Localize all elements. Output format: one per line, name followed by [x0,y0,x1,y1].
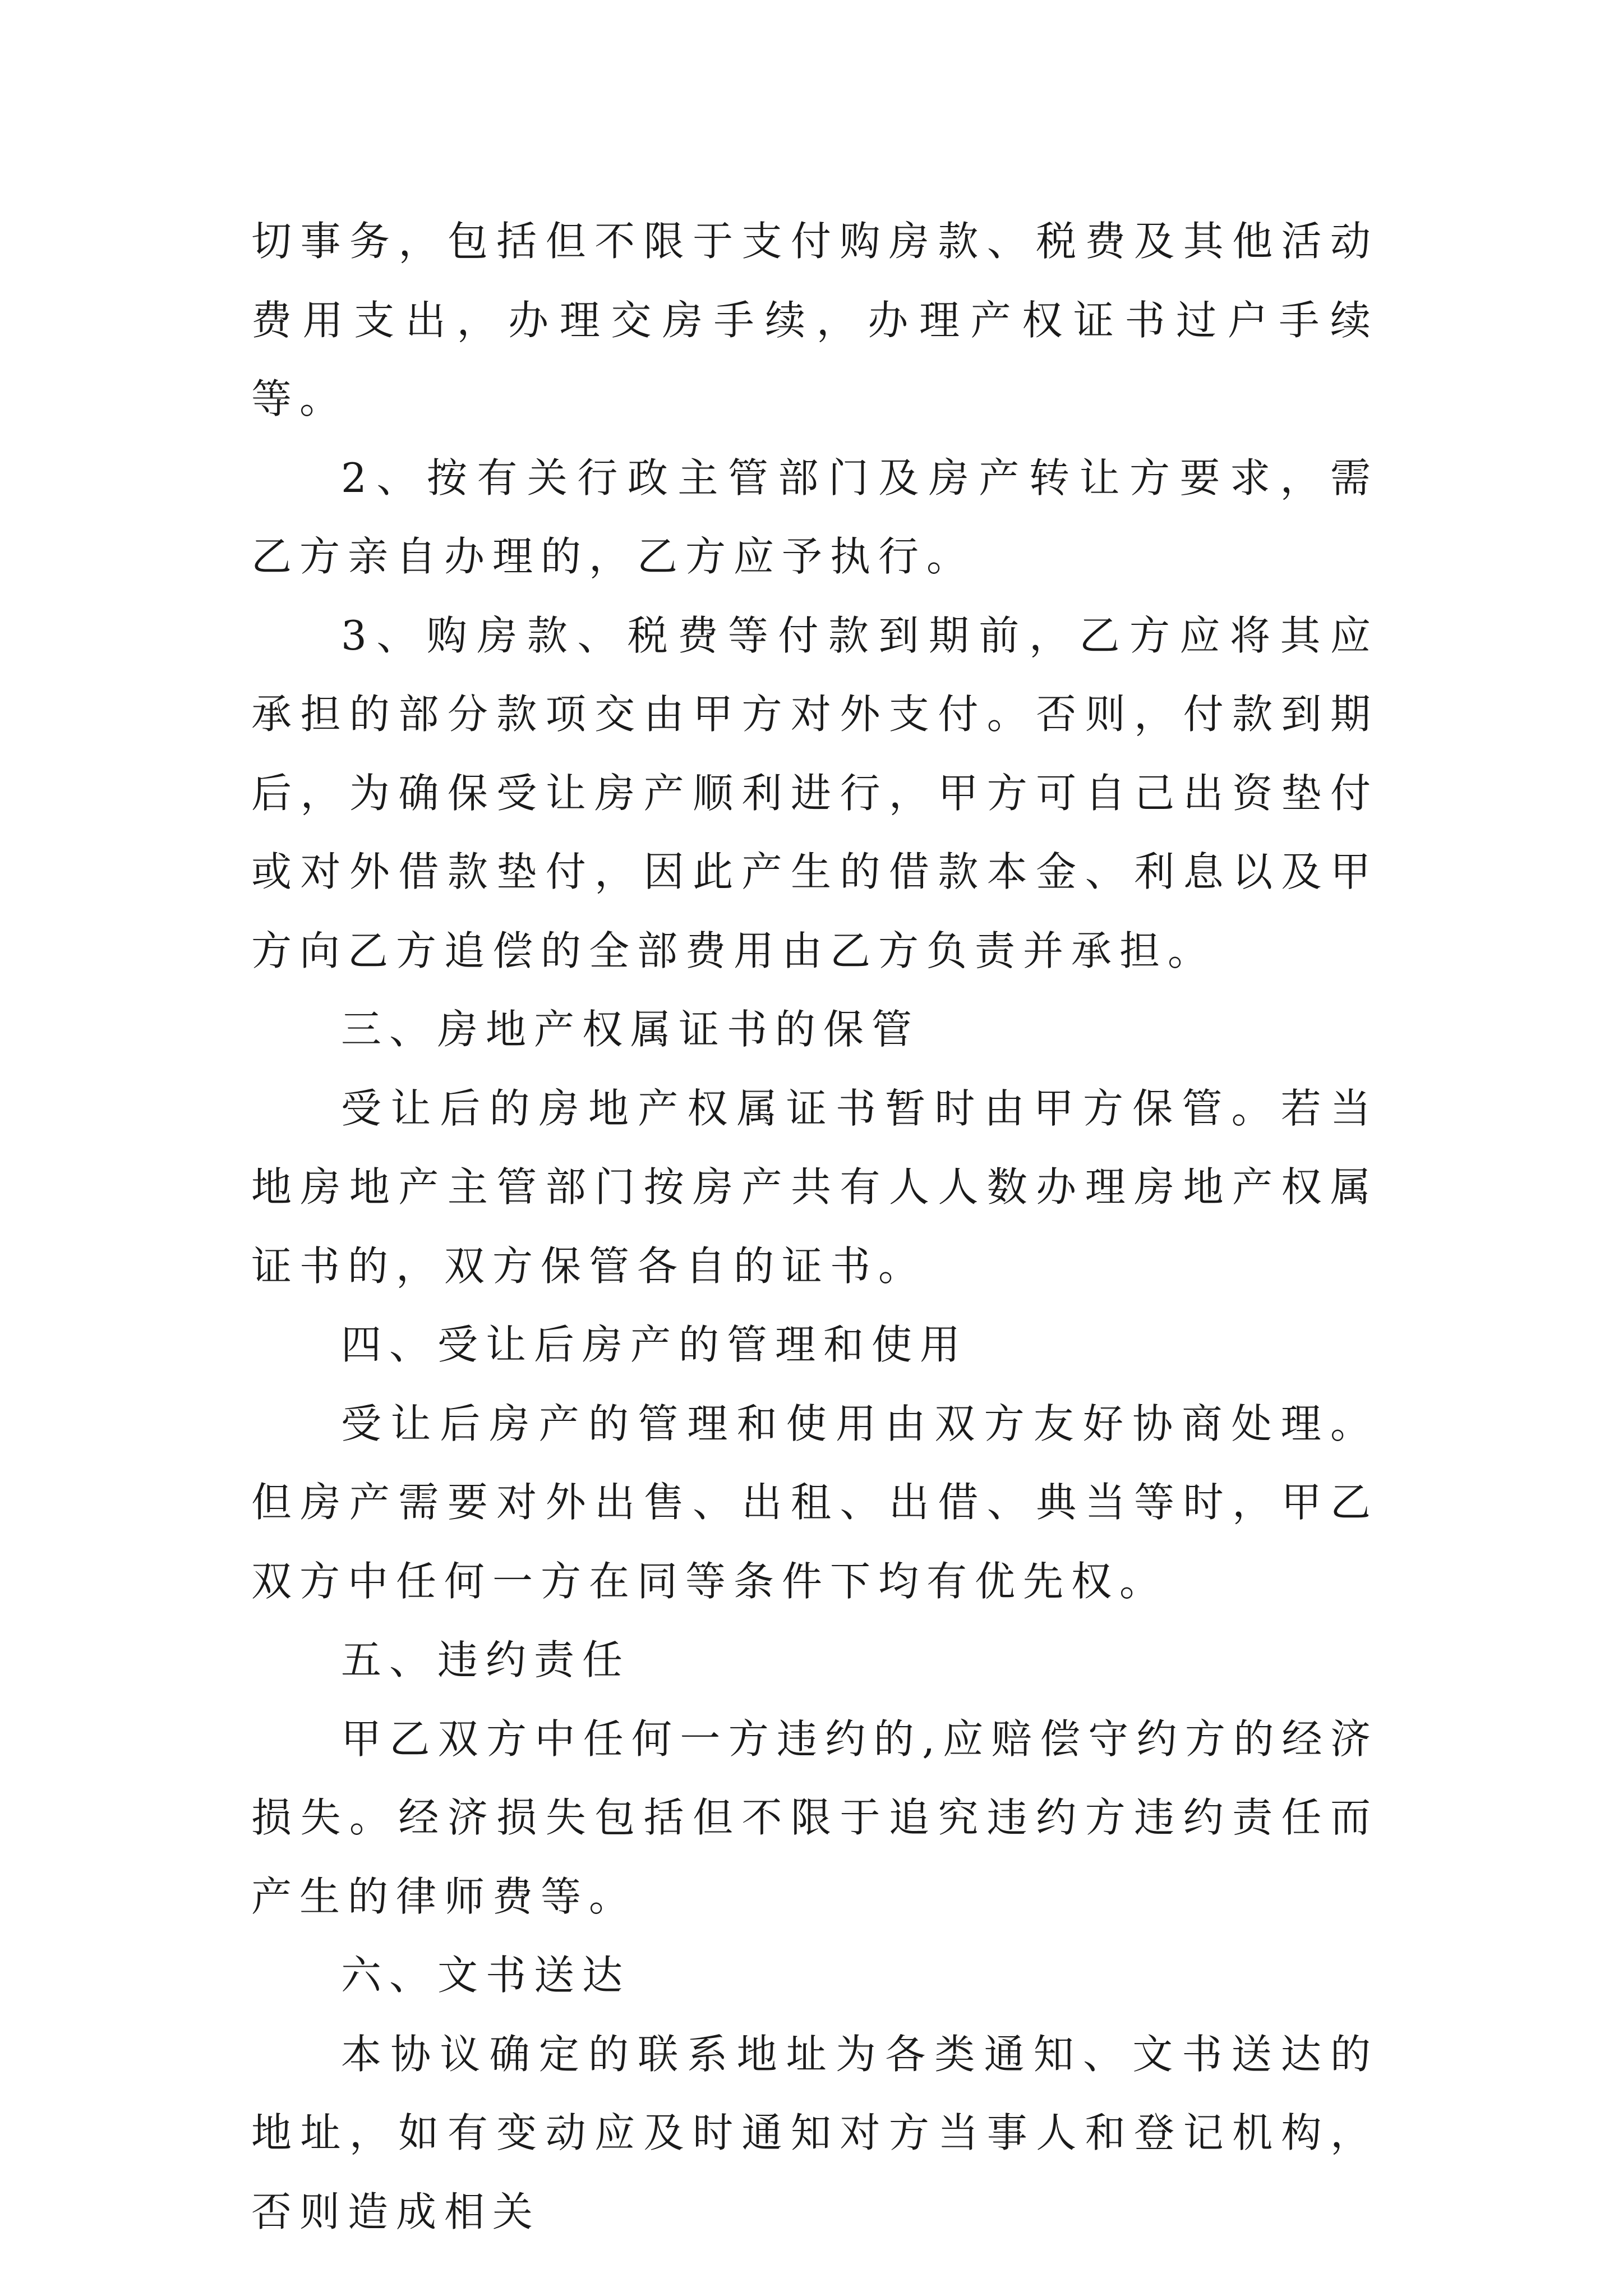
section-heading-breach-liability: 五、违约责任 [341,1636,631,1683]
document-body [251,202,1378,2251]
paragraph-certificate-custody: 受让后的房地产权属证书暂时由甲方保管。若当地房地产主管部门按房产共有人人数办理房地产权属证书的，双方保管各自的证书。 [251,1084,1378,1290]
section-heading-property-management: 四、受让后房产的管理和使用 [341,1321,969,1368]
paragraph-document-delivery: 本协议确定的联系地址为各类通知、文书送达的地址，如有变动应及时通知对方当事人和登记机构，否则造成相关 [251,2030,1378,2235]
paragraph-continuation: 切事务，包括但不限于支付购房款、税费及其他活动费用支出，办理交房手续，办理产权证书过户手续等。 [251,218,1378,422]
paragraph-clause-2: 2、按有关行政主管部门及房产转让方要求，需乙方亲自办理的，乙方应予执行。 [251,454,1378,580]
paragraph-clause-3: 3、购房款、税费等付款到期前，乙方应将其应承担的部分款项交由甲方对外支付。否则，付款到期后，为确保受让房产顺利进行，甲方可自己出资垫付或对外借款垫付，因此产生的借款本金、利息以及甲方向乙方追偿的全部费用由乙方负责并承担。 [251,611,1378,974]
paragraph-property-management: 受让后房产的管理和使用由双方友好协商处理。但房产需要对外出售、出租、出借、典当等时，甲乙双方中任何一方在同等条件下均有优先权。 [251,1400,1378,1605]
paragraph-breach-liability: 甲乙双方中任何一方违约的,应赔偿守约方的经济损失。经济损失包括但不限于追究违约方违约责任而产生的律师费等。 [251,1715,1378,1920]
section-heading-certificate-custody: 三、房地产权属证书的保管 [341,1006,920,1053]
section-heading-document-delivery: 六、文书送达 [341,1952,631,1999]
